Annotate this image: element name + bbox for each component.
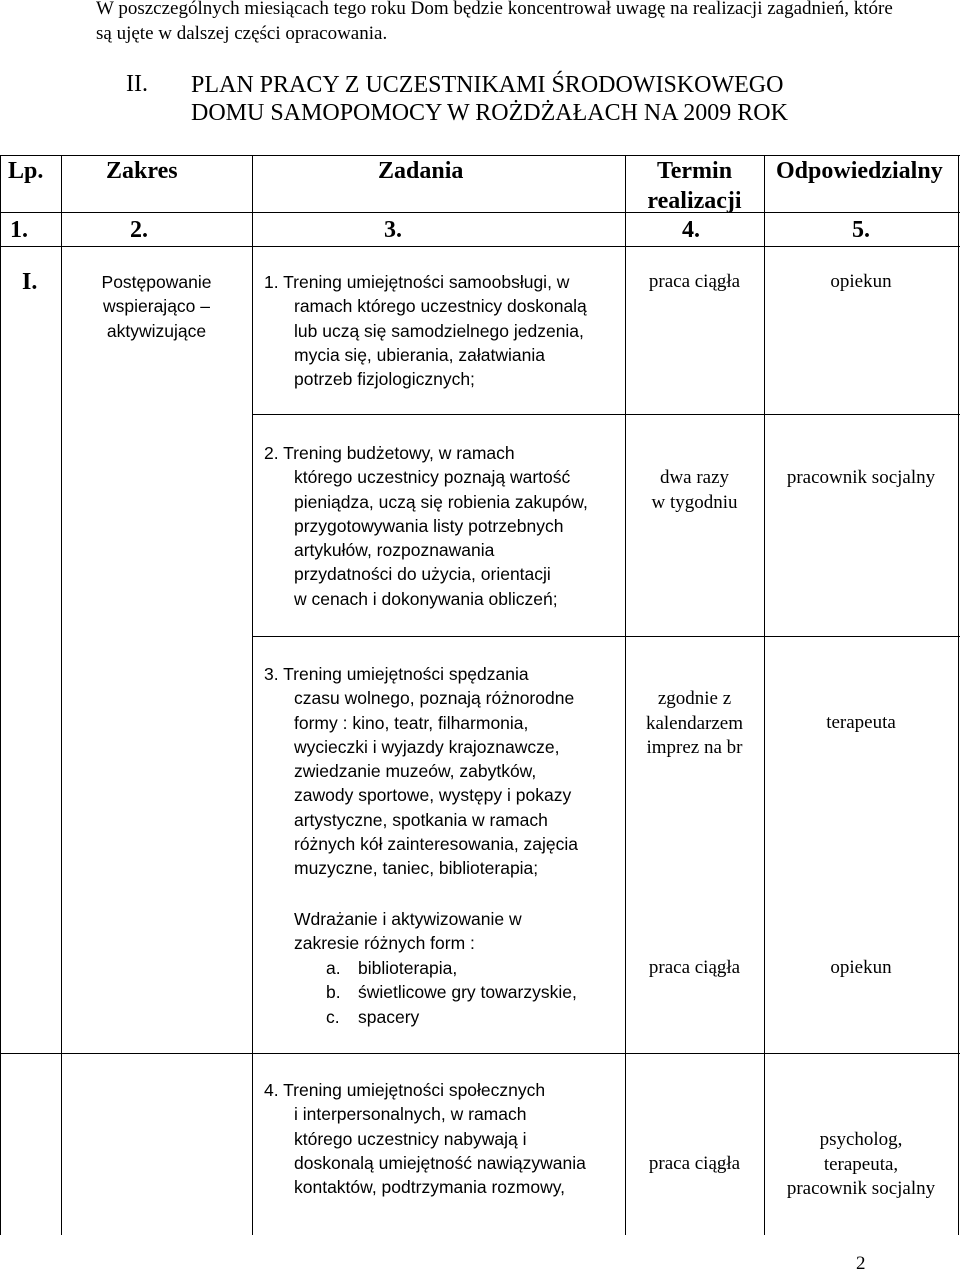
task-2-odpowiedzialny: pracownik socjalny: [786, 467, 936, 488]
task-4-text: [264, 1078, 615, 1199]
header-termin-line2: realizacji: [647, 188, 742, 214]
task3-bottom-border: [0, 1053, 960, 1054]
header-odpowiedzialny: Odpowiedzialny: [776, 158, 943, 184]
zakres-line3: aktywizujące: [106, 320, 207, 341]
list-item-text: spacery: [358, 1006, 420, 1027]
intro-paragraph: W poszczególnych miesiącach tego roku Dom będzie koncentrował uwagę na realizacji zagadnień, które są ujęte w dalszej części opracowania.: [96, 0, 893, 44]
task-2-text: [264, 441, 615, 611]
task-3-text: [264, 662, 615, 881]
zakres-line1: Postępowanie: [101, 272, 212, 292]
list-item: [326, 1005, 615, 1029]
list-item: [326, 956, 615, 980]
task-4-odpowiedzialny: [764, 1128, 958, 1202]
row-lp: I.: [22, 269, 38, 295]
task-3-line: muzyczne, taniec, biblioterapia;: [294, 858, 539, 879]
colnum-bottom-border: [0, 246, 960, 247]
task-2-line: pieniądza, uczą się robienia zakupów,: [294, 491, 588, 512]
task-2-line: którego uczestnicy poznają wartość: [294, 467, 571, 488]
colnum-1: 1.: [10, 217, 28, 243]
list-item-text: świetlicowe gry towarzyskie,: [358, 982, 577, 1003]
task-4-line: kontaktów, podtrzymania rozmowy,: [294, 1177, 566, 1198]
task-2-line: w cenach i dokonywania obliczeń;: [294, 588, 558, 609]
section-title: [191, 71, 788, 127]
task-2-line: przygotowywania listy potrzebnych: [294, 515, 564, 536]
header-zadania: Zadania: [378, 158, 464, 184]
task-3-line: zawody sportowe, występy i pokazy: [294, 785, 572, 806]
colnum-3: 3.: [384, 217, 402, 243]
col-border-6: [958, 155, 959, 1235]
task-4-line: 4. Trening umiejętności społecznych: [264, 1080, 546, 1100]
task-2-line: artykułów, rozpoznawania: [294, 540, 495, 561]
task-3-line: różnych kół zainteresowania, zajęcia: [294, 834, 579, 855]
task-1-line: potrzeb fizjologicznych;: [294, 369, 475, 390]
list-item-label: b.: [326, 982, 341, 1003]
task-3-line: 3. Trening umiejętności spędzania: [264, 664, 529, 684]
colnum-2: 2.: [130, 217, 148, 243]
task-3-odpowiedzialny: terapeuta: [826, 712, 896, 733]
task-1-termin: praca ciągła: [648, 271, 741, 292]
task-3-termin: [625, 687, 764, 761]
list-item-text: biblioterapia,: [358, 958, 458, 978]
task-1-line: lub uczą się samodzielnego jedzenia,: [294, 320, 584, 341]
list-item-label: c.: [326, 1006, 340, 1027]
task-3-termin-line2: kalendarzem: [645, 712, 744, 734]
colnum-4: 4.: [682, 217, 700, 243]
task-1-text: [264, 270, 615, 391]
task-4-line: doskonalą umiejętność nawiązywania: [294, 1152, 586, 1173]
task-2-line: 2. Trening budżetowy, w ramach: [264, 443, 515, 463]
task-4-odp-line1: psycholog,: [819, 1129, 903, 1150]
task-3-termin-line1: zgodnie z: [657, 688, 732, 709]
header-termin-line1: Termin: [656, 158, 733, 184]
task-3-sub-text: [294, 907, 615, 956]
list-item-label: a.: [326, 958, 341, 978]
task-1-line: mycia się, ubierania, załatwiania: [294, 344, 545, 365]
task-3-sub-line: zakresie różnych form :: [294, 933, 475, 954]
task-4-line: i interpersonalnych, w ramach: [294, 1104, 527, 1125]
task-1-odpowiedzialny: opiekun: [830, 271, 892, 292]
task-4-odp-line3: pracownik socjalny: [786, 1178, 936, 1199]
task-3-termin-line3: imprez na br: [646, 737, 743, 758]
task-2-termin-line2: w tygodniu: [651, 491, 738, 513]
task-3-line: formy : kino, teatr, filharmonia,: [294, 712, 529, 733]
task2-bottom-border: [252, 636, 960, 637]
task-3-sub-odpowiedzialny: opiekun: [830, 957, 892, 978]
task-2-termin-line1: dwa razy: [659, 467, 730, 488]
colnum-5: 5.: [852, 217, 870, 243]
task-3-sub-line: Wdrażanie i aktywizowanie w: [294, 909, 522, 929]
task-1-line: 1. Trening umiejętności samoobsługi, w: [264, 272, 570, 292]
task-3-sub-list: [326, 956, 615, 1029]
task1-bottom-border: [252, 414, 960, 415]
header-bottom-border: [0, 212, 960, 213]
task-2-line: przydatności do użycia, orientacji: [294, 564, 551, 585]
col-border-5: [764, 155, 765, 1235]
task-3-line: zwiedzanie muzeów, zabytków,: [294, 761, 537, 782]
list-item: [326, 980, 615, 1004]
header-termin: [625, 156, 764, 216]
page-number: 2: [856, 1253, 866, 1274]
header-lp: Lp.: [8, 158, 44, 184]
header-zakres: Zakres: [106, 158, 178, 184]
task-4-line: którego uczestnicy nabywają i: [294, 1128, 527, 1149]
task-3-line: artystyczne, spotkania w ramach: [294, 809, 548, 830]
col-border-3: [252, 155, 253, 1235]
task-3-sub-termin: praca ciągła: [648, 957, 741, 978]
task-4-odp-line2: terapeuta,: [823, 1153, 899, 1175]
zakres-line2: wspierająco –: [103, 296, 210, 317]
task-2-termin: [625, 466, 764, 515]
task-1-line: ramach którego uczestnicy doskonalą: [294, 296, 587, 317]
section-number: II.: [126, 71, 148, 97]
col-border-1: [0, 155, 1, 1235]
section-title-line1: PLAN PRACY Z UCZESTNIKAMI ŚRODOWISKOWEGO: [191, 72, 784, 98]
task-4-termin: praca ciągła: [648, 1153, 741, 1174]
section-title-line2: DOMU SAMOPOMOCY W ROŻDŻAŁACH NA 2009 ROK: [191, 100, 788, 126]
row-zakres: [61, 270, 252, 343]
task-3-line: czasu wolnego, poznają różnorodne: [294, 688, 575, 709]
task-3-line: wycieczki i wyjazdy krajoznawcze,: [294, 736, 560, 757]
